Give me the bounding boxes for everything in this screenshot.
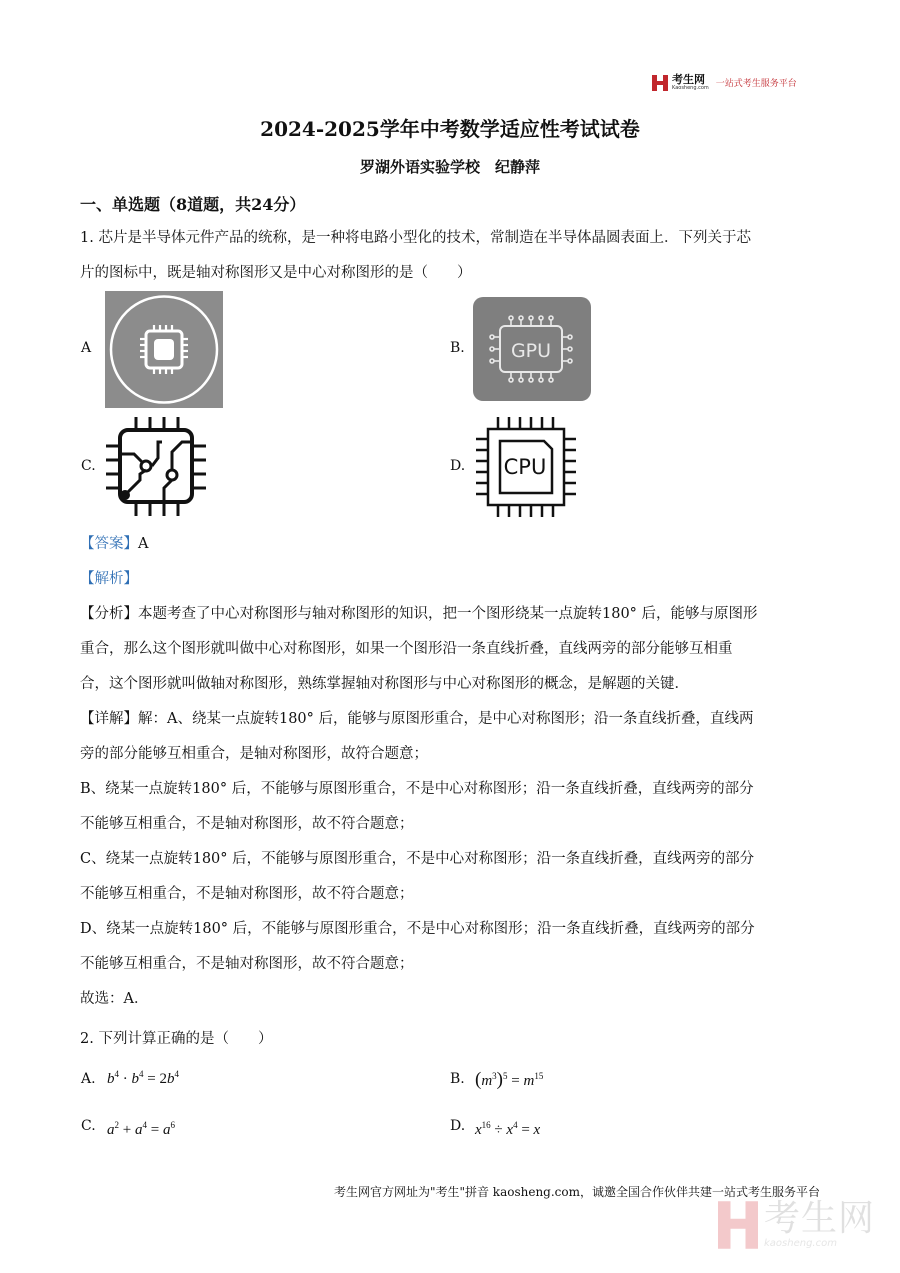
q1-option-b-label: B.: [450, 340, 465, 356]
q2-option-a-formula: $b^4 \cdot b^4 = 2b^4$: [107, 1069, 179, 1087]
analysis-line: 合，这个图形就叫做轴对称图形，熟练掌握轴对称图形与中心对称图形的概念，是解题的关键．: [80, 676, 689, 692]
page-footer: 考生网官方网址为"考生"拼音 kaosheng.com，诚邀全国合作伙伴共建一站式考生服务平台: [333, 1185, 820, 1199]
answer-tag: 【答案】: [80, 536, 138, 552]
analysis-line: 旁的部分能够互相重合，是轴对称图形，故符合题意；: [80, 746, 428, 762]
section-heading: 一、单选题（8道题，共24分）: [80, 195, 306, 214]
analysis-line: D、绕某一点旋转180° 后，不能够与原图形重合，不是中心对称图形；沿一条直线折叠，直线两旁的部分: [80, 921, 755, 937]
analysis-line: 【详解】解：A、绕某一点旋转180° 后，能够与原图形重合，是中心对称图形；沿一条直线折叠，直线两: [80, 711, 754, 727]
q1-analysis-body: [80, 597, 830, 1017]
q1-option-a-label: A: [81, 340, 92, 356]
cpu-chip-icon: [474, 415, 578, 519]
q1-stem-line-2: 片的图标中，既是轴对称图形又是中心对称图形的是（ ）: [80, 265, 472, 281]
watermark-url: kaosheng.com: [764, 1238, 837, 1249]
q2-option-c-label: C.: [81, 1118, 96, 1134]
analysis-line: 不能够互相重合，不是轴对称图形，故不符合题意；: [80, 886, 414, 902]
q2-option-d-formula: $x^{16} \div x^4 = x$: [475, 1120, 541, 1138]
watermark: [718, 1200, 875, 1249]
brand-url: Kaosheng.com: [672, 85, 709, 91]
chip-circle-icon: [105, 291, 223, 408]
q1-option-d-label: D.: [450, 458, 466, 474]
analysis-line: 不能够互相重合，不是轴对称图形，故不符合题意；: [80, 956, 414, 972]
q1-stem: [80, 221, 830, 291]
brand-header: [652, 74, 797, 91]
gpu-chip-icon: [473, 297, 591, 401]
circuit-chip-icon: [102, 414, 210, 519]
exam-title: 2024-2025学年中考数学适应性考试试卷: [260, 117, 640, 141]
gpu-label: GPU: [510, 340, 552, 362]
exam-subtitle: 罗湖外语实验学校 纪静萍: [359, 158, 540, 176]
q2-option-b-formula: $(m^3)^5 = m^{15}$: [475, 1069, 544, 1090]
watermark-text: 考生网: [764, 1198, 876, 1239]
q2-option-b-label: B.: [450, 1071, 465, 1087]
q2-option-d-label: D.: [450, 1118, 466, 1134]
analysis-line: 故选：A．: [80, 991, 149, 1007]
q1-answer: [80, 527, 830, 562]
q2-option-c-formula: $a^2 + a^4 = a^6$: [107, 1120, 175, 1138]
analysis-line: 重合，那么这个图形就叫做中心对称图形，如果一个图形沿一条直线折叠，直线两旁的部分能够互相重: [80, 641, 733, 657]
answer-value: A: [138, 536, 149, 552]
analysis-line: 不能够互相重合，不是轴对称图形，故不符合题意；: [80, 816, 414, 832]
analysis-line: C、绕某一点旋转180° 后，不能够与原图形重合，不是中心对称图形；沿一条直线折叠，直线两旁的部分: [80, 851, 755, 867]
cpu-label: CPU: [503, 455, 547, 479]
brand-text: [672, 74, 709, 91]
kaosheng-logo-icon: [652, 75, 668, 91]
q1-analysis-heading: [80, 562, 830, 597]
analysis-line: B、绕某一点旋转180° 后，不能够与原图形重合，不是中心对称图形；沿一条直线折叠，直线两旁的部分: [80, 781, 754, 797]
analysis-tag: 【解析】: [80, 571, 138, 587]
q1-option-c-label: C.: [81, 458, 96, 474]
q2-stem: 2. 下列计算正确的是（ ）: [80, 1031, 273, 1047]
watermark-text-group: [764, 1200, 875, 1249]
analysis-line: 【分析】本题考查了中心对称图形与轴对称图形的知识，把一个图形绕某一点旋转180° 后，能够与原图形: [80, 606, 758, 622]
brand-name: 考生网: [672, 73, 705, 86]
q2-option-a-label: A.: [81, 1071, 96, 1087]
brand-slogan: 一站式考生服务平台: [715, 79, 797, 89]
q1-stem-line-1: 1. 芯片是半导体元件产品的统称，是一种将电路小型化的技术，常制造在半导体晶圆表面上．下列关于芯: [80, 230, 751, 246]
watermark-logo-icon: [718, 1201, 758, 1249]
